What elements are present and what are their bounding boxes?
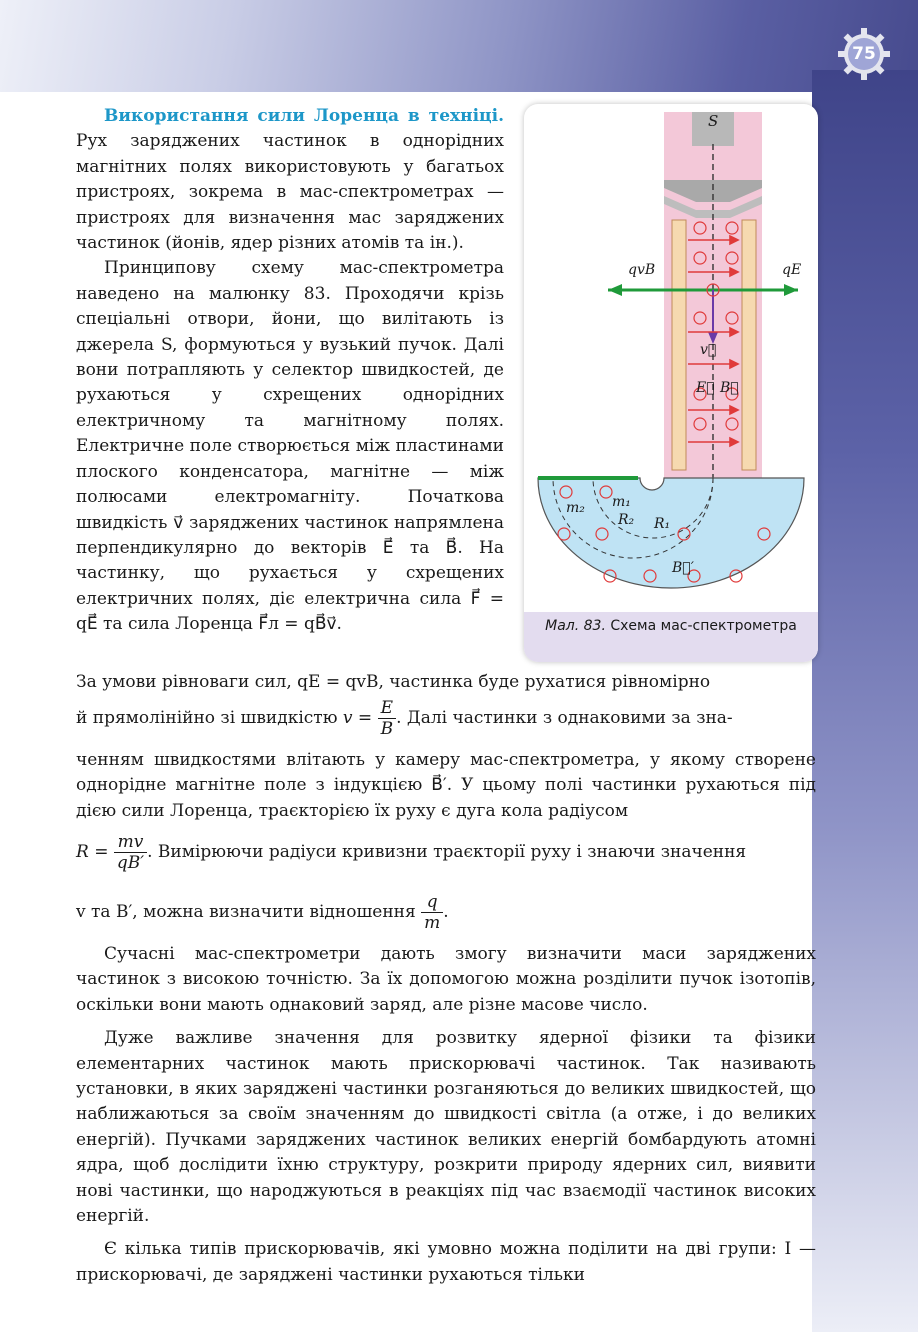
top-banner — [0, 0, 918, 92]
page-number: 75 — [852, 44, 876, 64]
line-radius-formula: R = $\frac{mv}{qB'}$ . Вимірюючи радіуси кривизни траєкторії руху і знаючи значення — [76, 832, 747, 873]
label-mass-1: m₁ — [612, 494, 631, 510]
paragraph-accelerator-types: Є кілька типів прискорювачів, які умовно можна поділити на дві групи: І — прискорювачі, де заряджені частинки рухаються тільки — [76, 1239, 816, 1285]
label-velocity: v⃗ — [700, 342, 717, 358]
section-heading: Використання сили Лоренца в техніці. — [104, 106, 504, 126]
mass-spectrometer-diagram — [524, 104, 818, 612]
paragraph-chamber: ченням швидкостями влітають у камеру мас-спектрометра, у якому створене однорідне магнітне поле з індукцією B⃗′. У цьому полі частинки рухаються під дією сили Лоренца, траєкторією їх руху є дуга кола радіусом — [76, 750, 816, 821]
label-magnetic-force: qvB — [628, 262, 656, 278]
velocity-fraction: $\frac{E}{B}$ — [378, 698, 397, 739]
figure-caption — [524, 612, 818, 662]
paragraph-modern-spectrometers: Сучасні мас-спектрометри дають змогу визначити маси заряджених частинок з високою точністю. За їх допомогою можна розділити пучок ізотопів, оскільки вони мають однаковий заряд, але різне масове число. — [76, 944, 816, 1015]
label-chamber-field: B⃗′ — [672, 560, 694, 576]
caption-label: Мал. 83. — [545, 618, 606, 634]
paragraph-accelerators: Дуже важливе значення для розвитку ядерної фізики та фізики елементарних частинок мають прискорювачі частинок. Так називають установки, в яких заряджені частинки розганяються до великих швидкостей, що наближаються за своїм значенням до швидкості світла (а отже, і до великих енергій). Пучками заряджених частинок великих енергій бомбардують атомні ядра, щоб дослідити їхню структуру, розкрити природу ядерних сил, виявити нові частинки, що народжуються в реакціях під час взаємодії частинок високих енергій. — [76, 1028, 816, 1227]
line-charge-mass-ratio: v та B′, можна визначити відношення $\frac{q}{m}$ . — [76, 892, 449, 933]
paragraph-mass-spectrometer: Принципову схему мас-спектрометра наведено на малюнку 83. Проходячи крізь спеціальні отвори, йони, що вилітають із джерела S, формуються у вузький пучок. Далі вони потрапляють у селектор швидкостей, де рухаються у схрещених однорідних електричному та магнітному полях. Електричне поле створюється між пластинами плоского конденсатора, магнітне — між полюсами електромагніту. Початкова швидкість v⃗ заряджених частинок напрямлена перпендикулярно до векторів E⃗ та B⃗. На частинку, що рухається у схрещених електричних полях, діє електрична сила F⃗ = qE⃗ та сила Лоренца F⃗л = qB⃗v⃗. — [76, 258, 504, 635]
full-width-text — [76, 942, 816, 1288]
label-radius-2: R₂ — [618, 512, 635, 528]
figure-83 — [524, 104, 818, 662]
label-radius-1: R₁ — [654, 516, 671, 532]
side-decoration — [812, 70, 918, 1332]
column-text — [76, 104, 504, 638]
label-mass-2: m₂ — [566, 500, 585, 516]
line-equilibrium: За умови рівноваги сил, qE = qvB, частинка буде рухатися рівномірно — [76, 672, 711, 692]
paragraph-lorentz-intro: Використання сили Лоренца в техніці. Рух заряджених частинок в однорідних магнітних полях використовують у багатьох пристроях, зокрема в мас-спектрометрах — пристроях для визначення мас заряджених частинок (йонів, ядер різних атомів та ін.). — [76, 106, 504, 254]
label-source: S — [708, 112, 719, 130]
line-velocity-formula: й прямолінійно зі швидкістю v = $\frac{E}{B}$ . Далі частинки з однаковими за зна- — [76, 698, 733, 739]
radius-fraction: $\frac{mv}{qB'}$ — [114, 832, 147, 873]
label-electric-field: E⃗ — [696, 380, 715, 396]
label-electric-force: qE — [782, 262, 802, 278]
label-magnetic-field: B⃗ — [720, 380, 739, 396]
caption-text: Схема мас-спектрометра — [605, 618, 797, 634]
charge-mass-fraction: $\frac{q}{m}$ — [421, 892, 443, 933]
